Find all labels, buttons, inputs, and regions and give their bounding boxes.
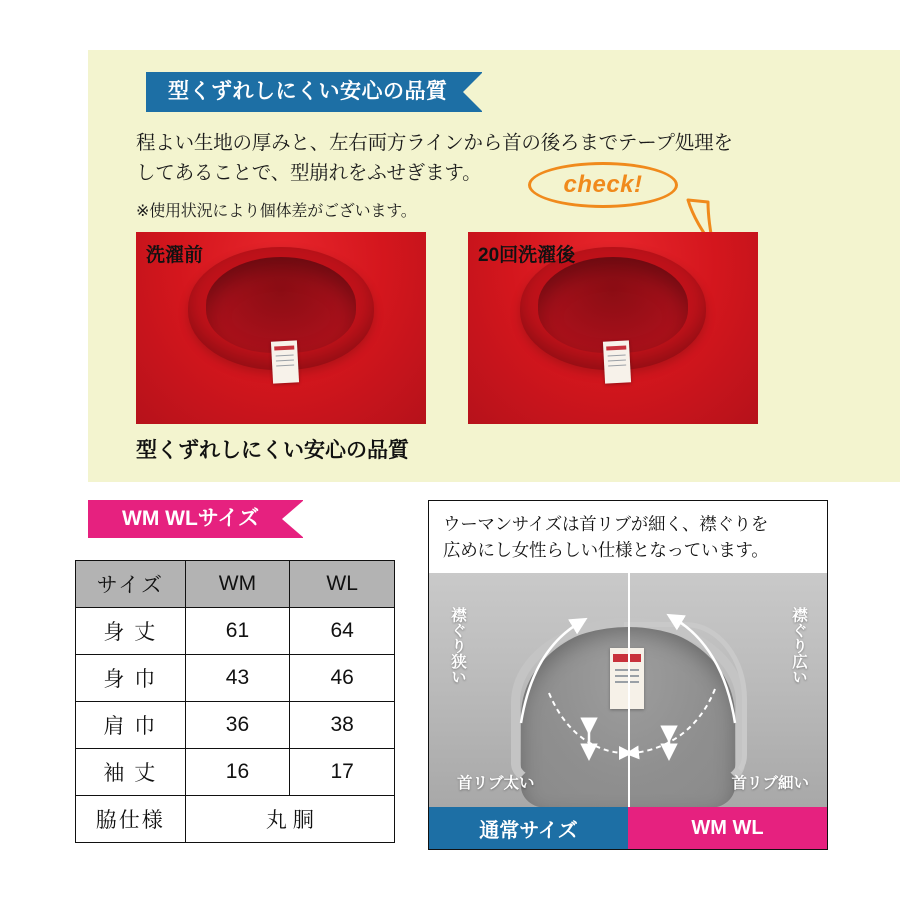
photo-after-label: 20回洗濯後	[478, 245, 576, 266]
table-row-side-spec	[76, 796, 395, 843]
cell-shoulder-width-wl: 38	[290, 702, 395, 749]
label-neckline-wide: 襟ぐり広い	[790, 607, 807, 685]
quality-ribbon-label: 型くずれしにくい安心の品質	[146, 72, 482, 112]
tab-wm-wl-size: WM WL	[628, 807, 827, 849]
cell-body-length-wm: 61	[185, 608, 290, 655]
cell-body-width-wm: 43	[185, 655, 290, 702]
label-rib-thick: 首リブ太い	[457, 774, 535, 792]
neck-description-line2: 広めにし女性らしい仕様となっています。	[443, 540, 769, 561]
row-label-side-spec: 脇仕様	[76, 796, 186, 843]
label-neckline-narrow: 襟ぐり狭い	[449, 607, 467, 685]
check-badge	[528, 162, 678, 216]
quality-ribbon	[146, 72, 482, 112]
cell-body-length-wl: 64	[290, 608, 395, 655]
check-badge-label: check!	[563, 171, 643, 198]
table-row	[76, 702, 395, 749]
table-header-wm: WM	[185, 561, 290, 608]
neck-comparison-panel	[428, 500, 828, 850]
cell-side-spec-value: 丸 胴	[185, 796, 394, 843]
cell-sleeve-length-wl: 17	[290, 749, 395, 796]
size-banner-label: WM WLサイズ	[88, 500, 303, 538]
neck-description-line1: ウーマンサイズは首リブが細く、襟ぐりを	[443, 514, 769, 534]
neck-description	[443, 511, 819, 564]
quality-note: ※使用状況により個体差がございます。	[136, 203, 417, 220]
row-label-sleeve-length: 袖 丈	[76, 749, 186, 796]
table-row	[76, 749, 395, 796]
photo-before-wash	[136, 232, 426, 424]
table-header-wl: WL	[290, 561, 395, 608]
neck-comparison-image	[429, 573, 827, 808]
photo-after-wash	[468, 232, 758, 424]
row-label-body-width: 身 巾	[76, 655, 186, 702]
table-header-row	[76, 561, 395, 608]
quality-description	[136, 128, 836, 188]
cell-body-width-wl: 46	[290, 655, 395, 702]
photo-before-collar-inner	[206, 257, 357, 353]
row-label-shoulder-width: 肩 巾	[76, 702, 186, 749]
cell-shoulder-width-wm: 36	[185, 702, 290, 749]
photo-before-brand-tag	[271, 341, 299, 385]
neck-annotation-arrows-icon	[429, 573, 827, 808]
photo-after-collar-inner	[538, 257, 689, 353]
table-row	[76, 608, 395, 655]
size-banner	[88, 500, 303, 538]
label-rib-thin: 首リブ細い	[731, 774, 809, 792]
quality-caption: 型くずれしにくい安心の品質	[136, 439, 409, 462]
cell-sleeve-length-wm: 16	[185, 749, 290, 796]
size-table	[75, 560, 395, 843]
quality-description-line2: してあることで、型崩れをふせぎます。	[136, 162, 482, 185]
tab-normal-size: 通常サイズ	[429, 807, 628, 849]
photo-after-brand-tag	[603, 341, 631, 385]
photo-before-label: 洗濯前	[146, 245, 204, 266]
row-label-body-length: 身 丈	[76, 608, 186, 655]
quality-panel	[88, 50, 900, 482]
neck-size-tabs	[429, 807, 827, 849]
table-row	[76, 655, 395, 702]
quality-description-line1: 程よい生地の厚みと、左右両方ラインから首の後ろまでテープ処理を	[136, 132, 733, 154]
table-header-size: サイズ	[76, 561, 186, 608]
